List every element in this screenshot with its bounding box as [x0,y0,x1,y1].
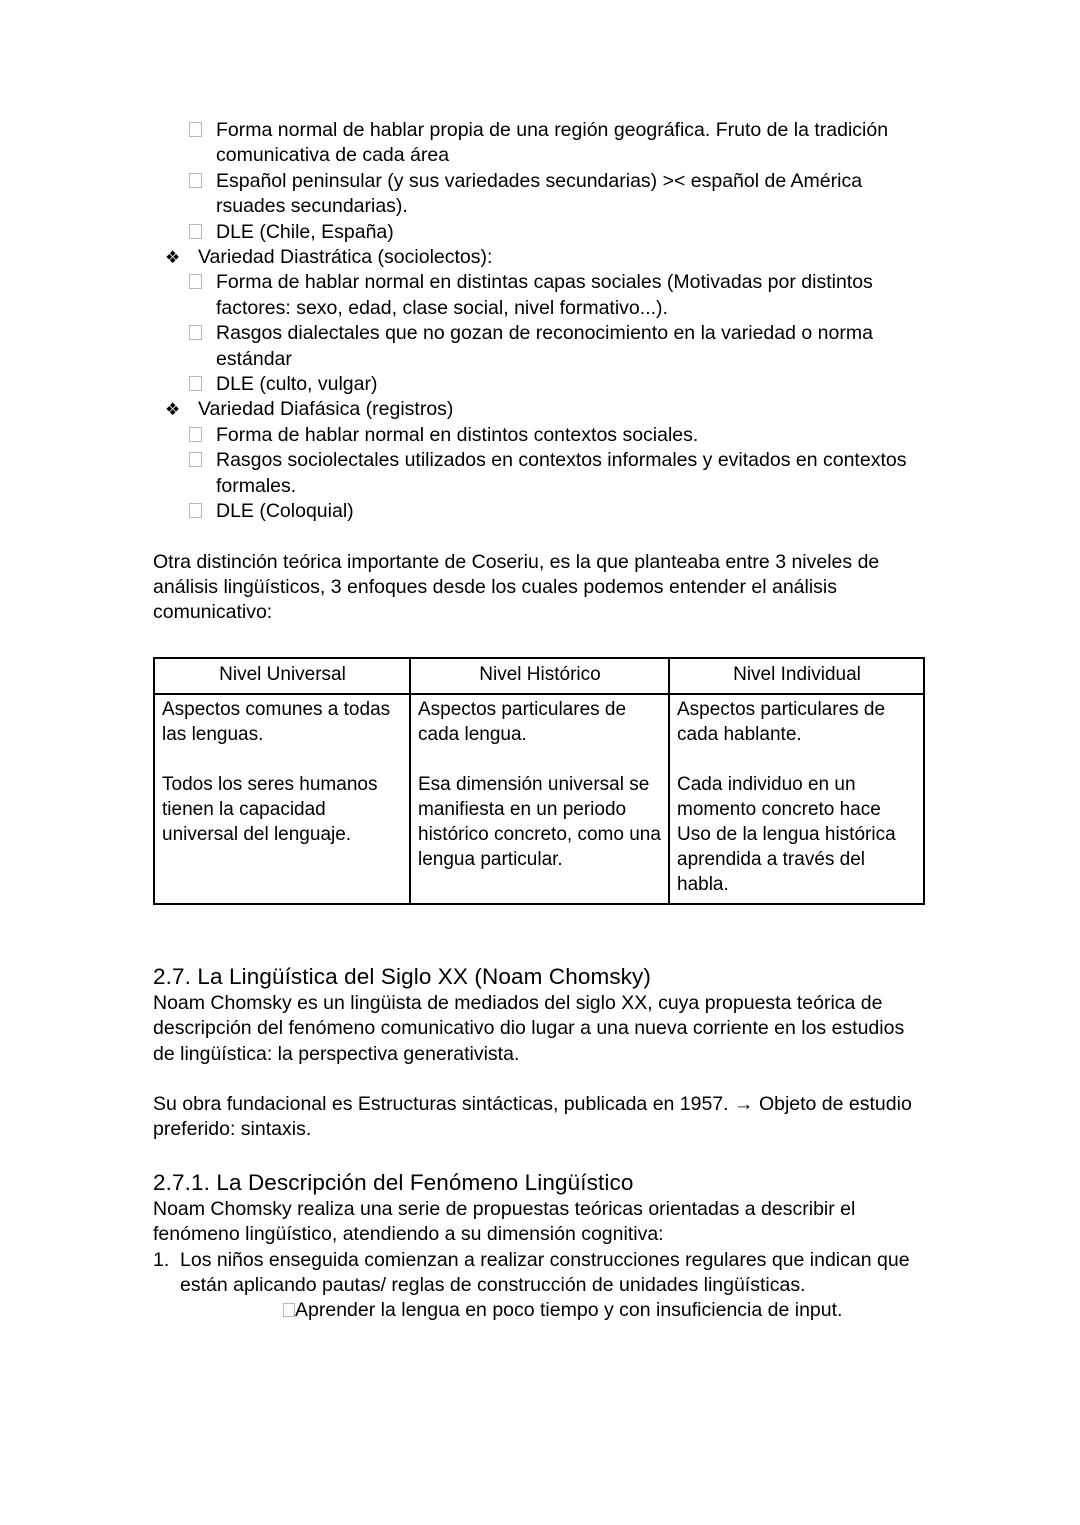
list-item-label: Forma normal de hablar propia de una región geográfica. Fruto de la tradición comunicativa de cada área [216,119,889,167]
list-item [153,270,930,321]
section-271-paragraph-1: Noam Chomsky realiza una serie de propuestas teóricas orientadas a describir el fenómeno lingüístico, atendiendo a su dimensión cognitiva: [153,1197,856,1246]
column-header-universal: Nivel Universal [154,658,410,694]
table-header-row [154,658,924,694]
square-bullet-icon [189,452,202,467]
spacer [153,1143,930,1169]
square-bullet-icon [189,325,202,340]
list-item [153,169,930,220]
square-bullet-icon [189,122,202,137]
list-item-label: DLE (Coloquial) [216,500,354,523]
numbered-list [153,1248,930,1299]
star-bullet-icon: ❖ [165,248,181,268]
list-item-heading [165,397,930,422]
square-bullet-icon [189,427,202,442]
cell-paragraph: Aspectos comunes a todas las lenguas. [162,698,391,745]
cell-paragraph: Aspectos particulares de cada lengua. [418,698,627,745]
spacer [153,525,930,550]
list-item [153,220,930,245]
section-heading-27: 2.7. La Lingüística del Siglo XX (Noam Chomsky) [153,963,652,989]
table-row [154,694,924,904]
list-item-label: Rasgos sociolectales utilizados en contextos informales y evitados en contextos formales. [216,449,907,497]
square-bullet-icon [189,503,202,518]
cell-spacer [418,747,662,772]
cell-paragraph: Aspectos particulares de cada hablante. [677,698,886,745]
list-number: 1. [153,1248,170,1271]
spacer [153,626,930,657]
list-item-label: Español peninsular (y sus variedades secundarias) >< español de América rsuades secundarias). [216,169,863,218]
star-bullet-icon: ❖ [165,400,181,420]
list-item-label: Forma de hablar normal en distintas capas sociales (Motivadas por distintos factores: sexo, edad, clase social, nivel formativo...). [216,271,873,319]
square-bullet-icon [189,224,202,239]
list-item [153,321,930,372]
table-cell-universal [154,694,410,904]
list-item [153,372,930,397]
cell-paragraph: Cada individuo en un momento concreto hace Uso de la lengua histórica aprendida a través del habla. [677,773,896,895]
cell-paragraph: Todos los seres humanos tienen la capacidad universal del lenguaje. [162,773,378,845]
list-item-label: Variedad Diafásica (registros) [198,398,454,421]
section-27-paragraph-1: Noam Chomsky es un lingüista de mediados del siglo XX, cuya propuesta teórica de descripción del fenómeno comunicativo dio lugar a una nueva corriente en los estudios de lingüística: la perspectiva generativista. [153,991,905,1065]
section-heading-271: 2.7.1. La Descripción del Fenómeno Lingüístico [153,1169,634,1195]
list-item-label: Forma de hablar normal en distintos contextos sociales. [216,423,699,446]
intro-paragraph: Otra distinción teórica importante de Coseriu, es la que planteaba entre 3 niveles de análisis lingüísticos, 3 enfoques desde los cuales podemos entender el análisis comunicativo: [153,550,880,624]
cell-spacer [677,747,917,772]
square-bullet-icon [283,1303,295,1317]
list-item-label: DLE (culto, vulgar) [216,373,378,396]
cell-paragraph: Esa dimensión universal se manifiesta en un periodo histórico concreto, como una lengua particular. [418,773,661,870]
list-item [153,499,930,524]
square-bullet-icon [189,274,202,289]
cell-spacer [162,747,403,772]
numbered-item-label: Los niños enseguida comienzan a realizar construcciones regulares que indican que están aplicando pautas/ reglas de construcción de unidades lingüísticas. [180,1248,910,1296]
list-item [153,448,930,499]
sub-note-label: Aprender la lengua en poco tiempo y con insuficiencia de input. [295,1299,843,1322]
list-item-label: DLE (Chile, España) [216,220,394,243]
levels-table [153,657,925,905]
sub-note-line [283,1298,930,1323]
square-bullet-icon [189,173,202,188]
list-item-label: Rasgos dialectales que no gozan de reconocimiento en la variedad o norma estándar [216,322,873,370]
list-item [153,423,930,448]
column-header-historico: Nivel Histórico [410,658,669,694]
section-27-paragraph-2: Su obra fundacional es Estructuras sintácticas, publicada en 1957. → Objeto de estudio preferido: sintaxis. [153,1092,912,1141]
table-cell-historico [410,694,669,904]
numbered-list-item [153,1248,930,1299]
list-item [153,118,930,169]
spacer [153,1067,930,1092]
list-item-label: Variedad Diastrática (sociolectos): [198,246,493,269]
spacer [153,905,930,963]
column-header-individual: Nivel Individual [669,658,924,694]
variety-outline-list [153,118,930,525]
list-item-heading [165,245,930,270]
table-cell-individual [669,694,924,904]
square-bullet-icon [189,376,202,391]
